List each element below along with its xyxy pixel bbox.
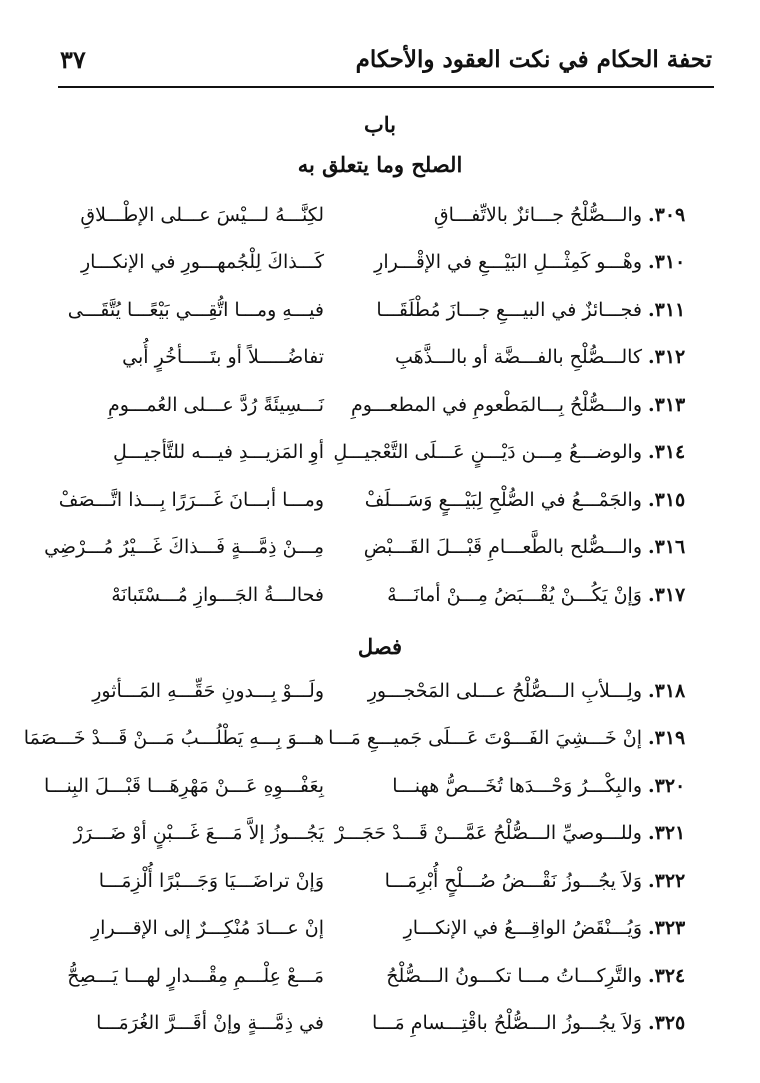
verse-row — [23, 715, 706, 763]
verse-row — [48, 905, 706, 953]
verse-row — [48, 810, 706, 858]
second-hemistich: ولَـــوْ بِـــدونِ حَقِّـــهِ المَـــأثورِ — [92, 679, 324, 702]
verse-number: ٣٢٤. — [648, 964, 686, 987]
verse-row — [48, 429, 706, 477]
verse-row — [48, 952, 706, 1000]
first-hemistich: والبِكْـــرُ وَحْـــدَها تُخَـــصُّ ههنـــا — [392, 774, 642, 797]
verse-number: ٣١١. — [648, 298, 686, 321]
second-hemistich: مِـــنْ ذِمَّـــةٍ فَـــذاكَ غَـــيْرُ مُـــرْضِي — [44, 536, 324, 559]
verse-row — [48, 286, 706, 334]
second-hemistich: إنْ عـــادَ مُنْكِـــرٌ إلى الإقـــرارِ — [90, 917, 324, 940]
running-title: تحفة الحكام في نكت العقود والأحكام — [355, 45, 712, 73]
verse-number: ٣٠٩. — [648, 203, 686, 226]
second-hemistich: مَـــعْ عِلْـــمِ مِقْـــدارٍ لهـــا يَـــصِحُّ — [67, 964, 324, 987]
first-hemistich: والجَمْـــعُ في الصُّلْحِ لِبَيْـــعٍ وَسَـــلَفْ — [364, 488, 642, 511]
second-hemistich: فيـــهِ ومـــا اتُّقِـــي بَيْعًـــا يُتَّقَـــى — [67, 298, 324, 321]
verse-number: ٣٢١. — [648, 822, 686, 845]
second-hemistich: لكِنَّـــهُ لـــيْسَ عـــلى الإطْـــلاقِ — [80, 203, 324, 226]
second-hemistich: ومـــا أبـــانَ غَـــرَرًا بِـــذا اتَّـــصَفْ — [58, 488, 324, 511]
first-hemistich: وللـــوصيِّ الـــصُّلْحُ عَمَّـــنْ قَـــدْ حَجَـــرْ — [334, 822, 642, 845]
verse-number: ٣٢٠. — [648, 774, 686, 797]
section-label: فصل — [357, 634, 403, 659]
second-hemistich: يَجُـــوزُ إلاَّ مَـــعَ غَـــبْنٍ أوْ ضَـــرَرْ — [73, 822, 324, 845]
page-number: ٣٧ — [60, 44, 86, 74]
first-hemistich: ولِـــلأبِ الـــصُّلْحُ عـــلى المَحْجـــورِ — [367, 679, 642, 702]
first-hemistich: وَلاَ يجُـــوزُ الـــصُّلْحُ باقْتِـــسامِ مَـــا — [372, 1012, 642, 1035]
verse-row — [48, 191, 706, 239]
verse-row — [48, 334, 706, 382]
first-hemistich: والـــصُّلْحُ بِـــالمَطْعومِ في المطعـــومِ — [351, 393, 642, 416]
second-hemistich: وَإنْ تراضَـــيَا وَجَـــبْرًا أُلْزِمَـــا — [98, 869, 324, 892]
first-hemistich: والوضـــعُ مِـــن دَيْـــنٍ عَـــلَى التَّعْجيـــلِ — [333, 441, 642, 464]
verse-number: ٣١٣. — [648, 393, 686, 416]
verse-row — [48, 381, 706, 429]
verse-row — [43, 762, 706, 810]
verse-number: ٣١٠. — [648, 251, 686, 274]
second-hemistich: أوِ المَزيـــدِ فيـــه للتَّأجيـــلِ — [113, 441, 324, 464]
verse-row — [48, 239, 706, 287]
second-hemistich: فحالـــةُ الجَـــوازِ مُـــسْتَبانَهْ — [111, 583, 324, 606]
verse-number: ٣١٧. — [648, 583, 686, 606]
second-hemistich: في ذِمَّـــةٍ وإنْ أقَـــرَّ الغُرَمَـــا — [96, 1012, 324, 1035]
header-rule — [58, 86, 714, 88]
second-hemistich: نَـــسِيئَةً رُدَّ عـــلى العُمـــومِ — [107, 393, 324, 416]
first-hemistich: كالـــصُّلْحِ بالفـــضَّة أو بالـــذَّهَبِ — [395, 346, 642, 369]
verse-row — [48, 857, 706, 905]
verse-number: ٣١٩. — [648, 727, 686, 750]
verse-list-section-2 — [23, 667, 706, 1047]
verse-number: ٣١٤. — [648, 441, 686, 464]
second-hemistich: تفاضُـــــلاً أو بتَـــــأخُرٍ أُبي — [122, 346, 324, 369]
chapter-title: الصلح وما يتعلق به — [297, 152, 463, 177]
first-hemistich: وَإنْ يَكُـــنْ يُقْـــبَضُ مِـــنْ أمانَـــهْ — [387, 583, 642, 606]
verse-number: ٣٢٣. — [648, 917, 686, 940]
verse-row — [48, 1000, 706, 1048]
verse-number: ٣١٥. — [648, 488, 686, 511]
verse-number: ٣١٨. — [648, 679, 686, 702]
second-hemistich: بِعَفْـــوِهِ عَـــنْ مَهْرِهَـــا قَبْـــلَ البِنـــا — [43, 774, 324, 797]
verse-number: ٣١٢. — [648, 346, 686, 369]
first-hemistich: وَيُـــنْقَضُ الواقِـــعُ في الإنكـــارِ — [403, 917, 642, 940]
verse-row — [48, 476, 706, 524]
first-hemistich: والـــصُّلح بالطَّعـــامِ قَبْـــلَ القَـــبْضِ — [363, 536, 642, 559]
second-hemistich: هـــوَ بِـــهِ يَطْلُـــبُ مَـــنْ قَـــدْ خَـــصَمَا — [23, 727, 324, 750]
page-header — [60, 38, 712, 80]
verse-number: ٣١٦. — [648, 536, 686, 559]
second-hemistich: كَـــذاكَ لِلْجُمهـــورِ في الإنكـــارِ — [80, 251, 324, 274]
verse-row — [48, 667, 706, 715]
first-hemistich: وهْـــو كَمِثْـــلِ البَيْـــعِ في الإقْـــرارِ — [374, 251, 642, 274]
verse-number: ٣٢٥. — [648, 1012, 686, 1035]
first-hemistich: والتَّرِكـــاتُ مـــا تكـــونُ الـــصُّلْحُ — [386, 964, 642, 987]
verse-row — [48, 571, 706, 619]
first-hemistich: وَلاَ يجُـــوزُ نَقْـــضُ صُـــلْحٍ أُبْرِمَـــا — [384, 869, 642, 892]
first-hemistich: فجـــائزٌ في البيـــعِ جـــازَ مُطْلَقَـــا — [376, 298, 642, 321]
first-hemistich: والـــصُّلْحُ جـــائزٌ بالاتِّفـــاقِ — [433, 203, 642, 226]
first-hemistich: إنْ خَـــشِيَ الفَـــوْتَ عَـــلَى جَميـــعِ مَـــا — [328, 727, 642, 750]
verse-row — [44, 524, 706, 572]
chapter-label: باب — [363, 112, 396, 137]
verse-list-section-1 — [44, 191, 706, 619]
verse-number: ٣٢٢. — [648, 869, 686, 892]
